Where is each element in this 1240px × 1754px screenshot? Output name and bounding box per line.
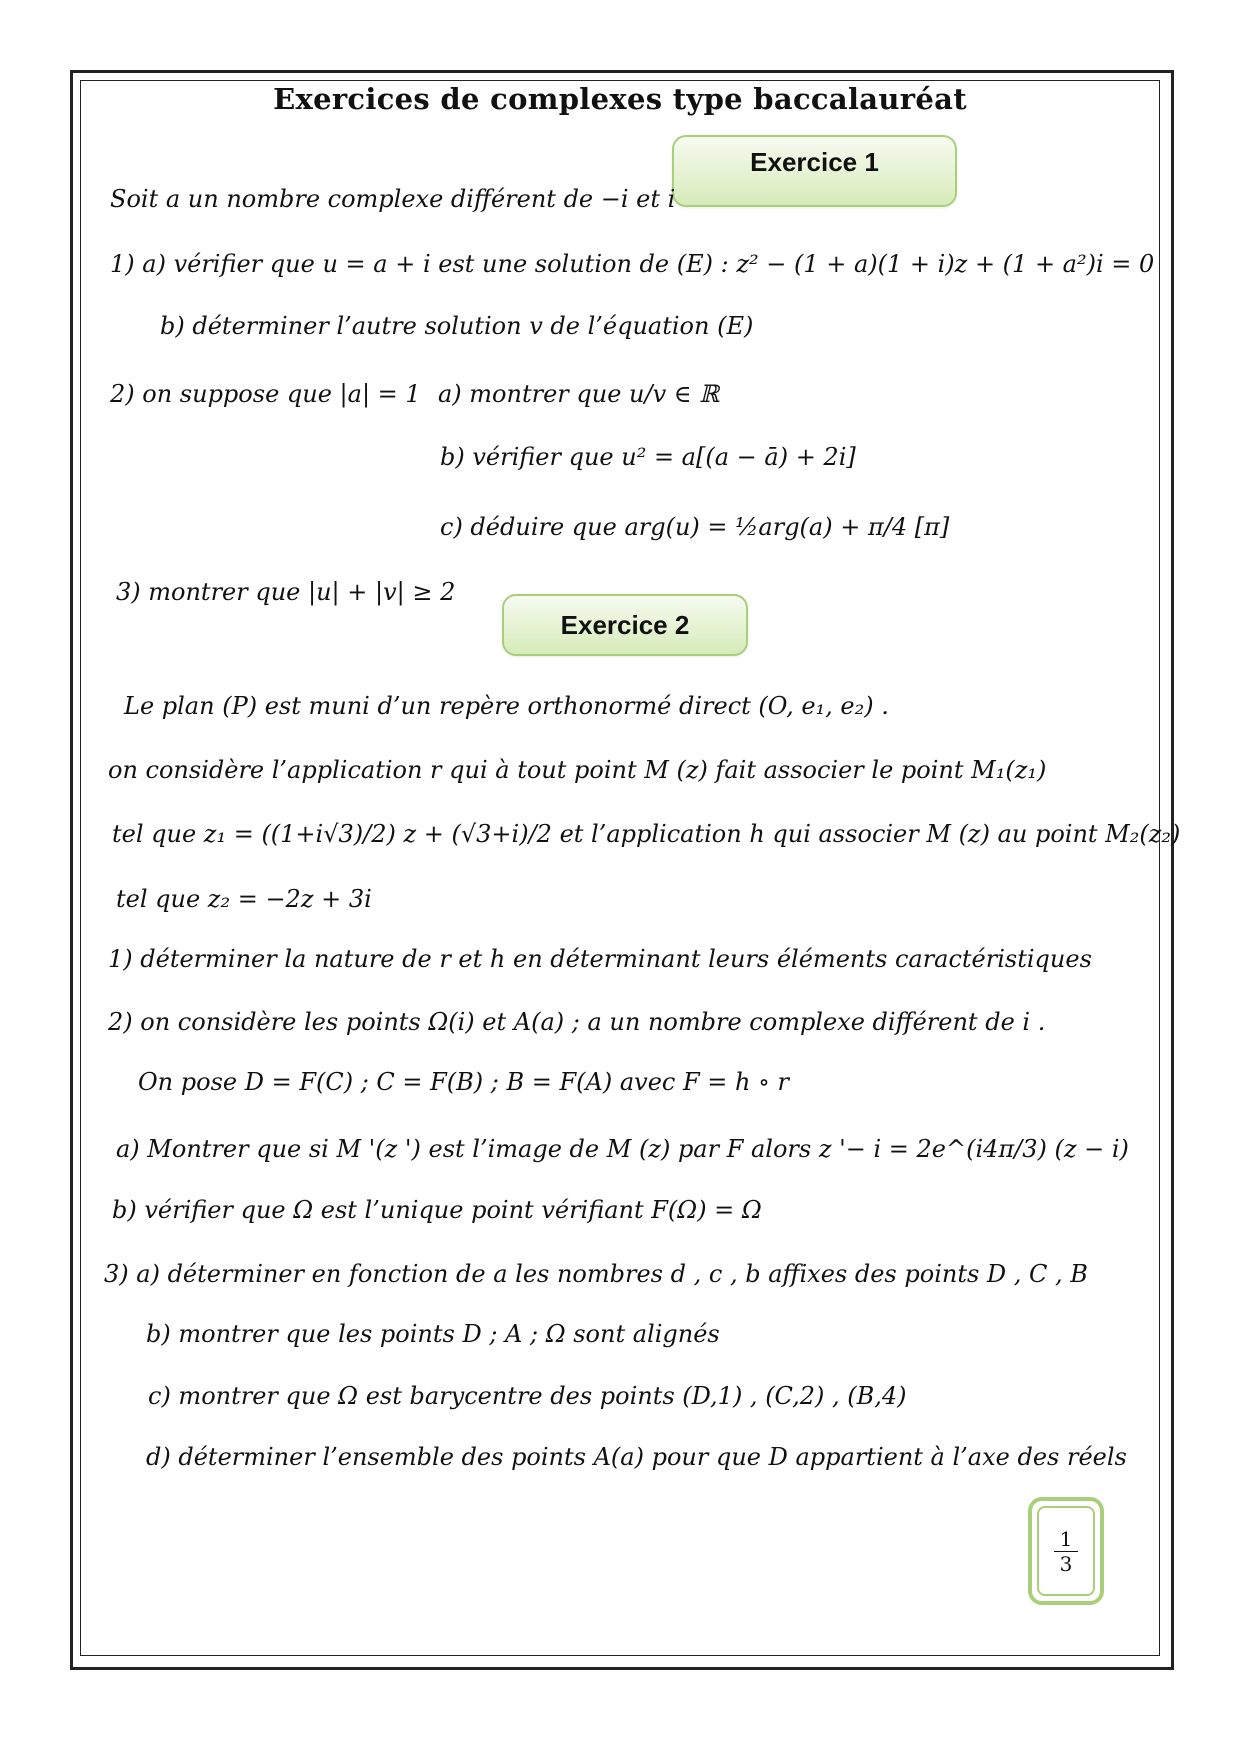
ex1-q2a: a) montrer que u/v ∈ ℝ: [438, 380, 720, 408]
exercise-2-label: Exercice 2: [502, 594, 748, 656]
ex2-q2-pose: On pose D = F(C) ; C = F(B) ; B = F(A) avec F = h ∘ r: [138, 1068, 789, 1096]
ex1-q1b: b) déterminer l’autre solution v de l’équation (E): [160, 312, 754, 340]
page-number-inner: [1037, 1506, 1095, 1596]
ex2-statement: Le plan (P) est muni d’un repère orthonormé direct (O, e₁, e₂) .: [124, 692, 889, 720]
ex1-q2: 2) on suppose que |a| = 1: [110, 380, 421, 408]
ex2-q3d: d) déterminer l’ensemble des points A(a) pour que D appartient à l’axe des réels: [146, 1443, 1127, 1471]
ex1-statement: Soit a un nombre complexe différent de −i et i: [110, 185, 676, 213]
ex2-def-z2: tel que z₂ = −2z + 3i: [116, 885, 372, 913]
ex2-def-z1-h: tel que z₁ = ((1+i√3)/2) z + (√3+i)/2 et l’application h qui associer M (z) au point M₂(z₂): [112, 820, 1181, 848]
ex2-q3a: 3) a) déterminer en fonction de a les nombres d , c , b affixes des points D , C , B: [104, 1260, 1088, 1288]
ex1-q2b: b) vérifier que u² = a[(a − ā) + 2i]: [440, 443, 856, 471]
page-number-box: [1028, 1497, 1104, 1605]
exercise-1-label: Exercice 1: [672, 135, 957, 207]
ex2-def-r: on considère l’application r qui à tout point M (z) fait associer le point M₁(z₁): [108, 756, 1047, 784]
page-number: [1054, 1527, 1079, 1576]
ex2-q2a: a) Montrer que si M '(z ') est l’image de M (z) par F alors z '− i = 2e^(i4π/3) (z − i): [116, 1135, 1129, 1163]
ex1-q1a: 1) a) vérifier que u = a + i est une solution de (E) : z² − (1 + a)(1 + i)z + (1 + a²)i = 0: [110, 250, 1155, 278]
ex2-q3b: b) montrer que les points D ; A ; Ω sont alignés: [146, 1320, 720, 1348]
ex2-q2b: b) vérifier que Ω est l’unique point vérifiant F(Ω) = Ω: [112, 1196, 762, 1224]
ex2-q3c: c) montrer que Ω est barycentre des points (D,1) , (C,2) , (B,4): [148, 1382, 907, 1410]
ex2-q1: 1) déterminer la nature de r et h en déterminant leurs éléments caractéristiques: [108, 945, 1092, 973]
page-title: Exercices de complexes type baccalauréat: [273, 82, 967, 116]
ex1-q3: 3) montrer que |u| + |v| ≥ 2: [116, 578, 456, 606]
ex2-q2: 2) on considère les points Ω(i) et A(a) ; a un nombre complexe différent de i .: [108, 1008, 1046, 1036]
page-number-current: 1: [1054, 1527, 1079, 1552]
page-number-total: 3: [1059, 1551, 1073, 1576]
ex1-q2c: c) déduire que arg(u) = ½arg(a) + π/4 [π]: [440, 513, 950, 541]
